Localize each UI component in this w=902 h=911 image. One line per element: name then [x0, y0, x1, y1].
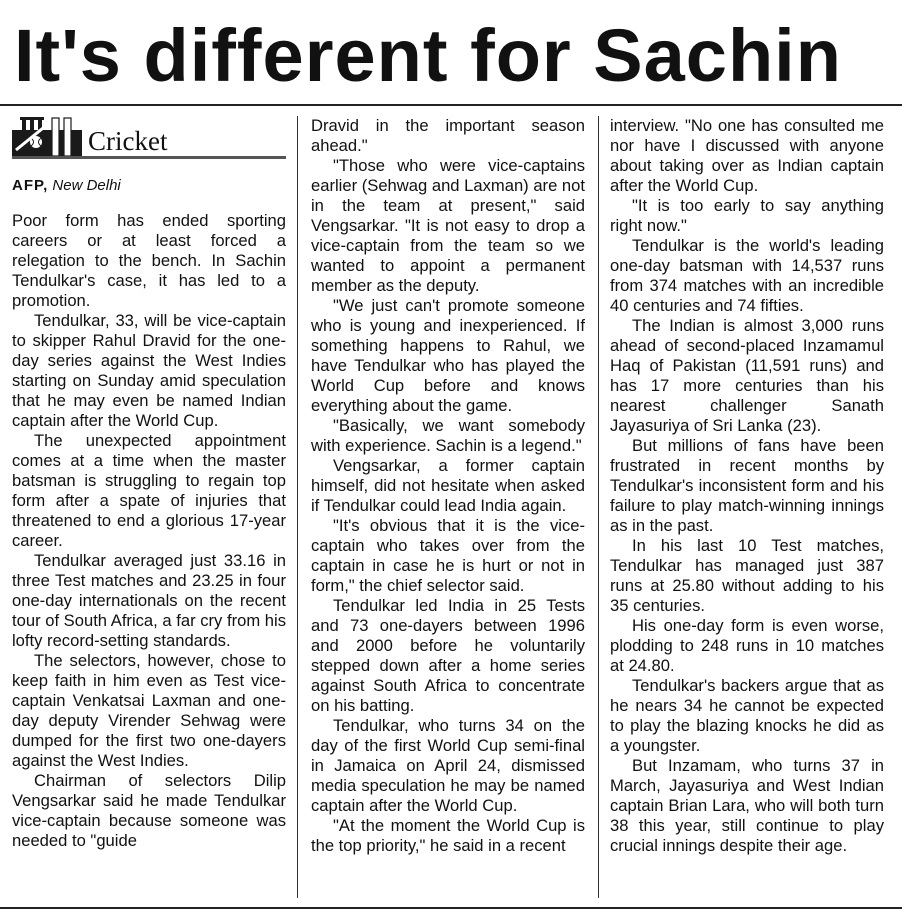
paragraph: Tendulkar is the world's leading one-day batsman with 14,537 runs from 374 matches with an incredible 40 centuries and 74 fifties. [610, 236, 884, 315]
paragraph: The selectors, however, chose to keep faith in him even as Test vice-captain Venkatsai Laxman and one-day deputy Virender Sehwag were dumped for the first two one-dayers against the West Indies. [12, 651, 286, 770]
byline-agency: AFP, [12, 177, 49, 194]
paragraph: Tendulkar led India in 25 Tests and 73 one-dayers between 1996 and 2000 before he voluntarily stepped down after a home series against South Africa to concentrate on his batting. [311, 596, 585, 715]
paragraph: Tendulkar, who turns 34 on the day of the first World Cup semi-final in Jamaica on April 24, dismissed media speculation he may be named captain after the World Cup. [311, 716, 585, 815]
article-column-1 [12, 116, 286, 851]
column-divider-1 [297, 116, 298, 898]
paragraph: "Those who were vice-captains earlier (Sehwag and Laxman) are not in the team at present," said Vengsarkar. "It is not easy to drop a vice-captain from the team so we wanted to appoint a permanent member as the deputy. [311, 156, 585, 295]
paragraph: "We just can't promote someone who is young and inexperienced. If something happens to Rahul, we have Tendulkar who has played the World Cup before and knows everything about the game. [311, 296, 585, 415]
paragraph: Vengsarkar, a former captain himself, did not hesitate when asked if Tendulkar could lead India again. [311, 456, 585, 515]
cricket-icon [12, 116, 82, 156]
article-column-2 [311, 116, 585, 856]
headline-rule [0, 104, 902, 106]
paragraph: Tendulkar, 33, will be vice-captain to skipper Rahul Dravid for the one-day series against the West Indies starting on Sunday amid speculation that he may even be named Indian captain after the World Cup. [12, 311, 286, 430]
paragraph: In his last 10 Test matches, Tendulkar has managed just 387 runs at 25.80 without adding to his 35 centuries. [610, 536, 884, 615]
paragraph: But Inzamam, who turns 37 in March, Jayasuriya and West Indian captain Brian Lara, who will both turn 38 this year, still continue to play crucial innings despite their age. [610, 756, 884, 855]
section-label: Cricket [88, 126, 168, 156]
paragraph: interview. "No one has consulted me nor have I discussed with anyone about taking over as Indian captain after the World Cup. [610, 116, 884, 195]
column-divider-2 [598, 116, 599, 898]
paragraph: His one-day form is even worse, plodding to 248 runs in 10 matches at 24.80. [610, 616, 884, 675]
byline [12, 177, 286, 195]
paragraph: "At the moment the World Cup is the top priority," he said in a recent [311, 816, 585, 855]
section-kicker [12, 116, 286, 156]
paragraph: Poor form has ended sporting careers or at least forced a relegation to the bench. In Sachin Tendulkar's case, it has led to a promotion. [12, 211, 286, 310]
paragraph: "It's obvious that it is the vice-captain who takes over from the captain in case he is hurt or not in form," the chief selector said. [311, 516, 585, 595]
paragraph: The unexpected appointment comes at a time when the master batsman is struggling to regain top form after a spate of injuries that threatened to end a glorious 17-year career. [12, 431, 286, 550]
paragraph: But millions of fans have been frustrated in recent months by Tendulkar's inconsistent form and his failure to play match-winning innings as in the past. [610, 436, 884, 535]
headline: It's different for Sachin [14, 14, 842, 97]
paragraph: "Basically, we want somebody with experience. Sachin is a legend." [311, 416, 585, 455]
paragraph: Tendulkar averaged just 33.16 in three Test matches and 23.25 in four one-day internationals on the recent tour of South Africa, a far cry from his lofty record-setting standards. [12, 551, 286, 650]
byline-location: New Delhi [52, 177, 121, 194]
paragraph: Tendulkar's backers argue that as he nears 34 he cannot be expected to play the blazing knocks he did as a youngster. [610, 676, 884, 755]
paragraph: Dravid in the important season ahead." [311, 116, 585, 155]
bottom-rule [0, 907, 902, 909]
paragraph: "It is too early to say anything right now." [610, 196, 884, 235]
article-column-3 [610, 116, 884, 856]
section-rule [12, 156, 286, 159]
paragraph: The Indian is almost 3,000 runs ahead of second-placed Inzamamul Haq of Pakistan (11,591 runs) and has 17 more centuries than his nearest challenger Sanath Jayasuriya of Sri Lanka (23). [610, 316, 884, 435]
paragraph: Chairman of selectors Dilip Vengsarkar said he made Tendulkar vice-captain because someone was needed to "guide [12, 771, 286, 850]
